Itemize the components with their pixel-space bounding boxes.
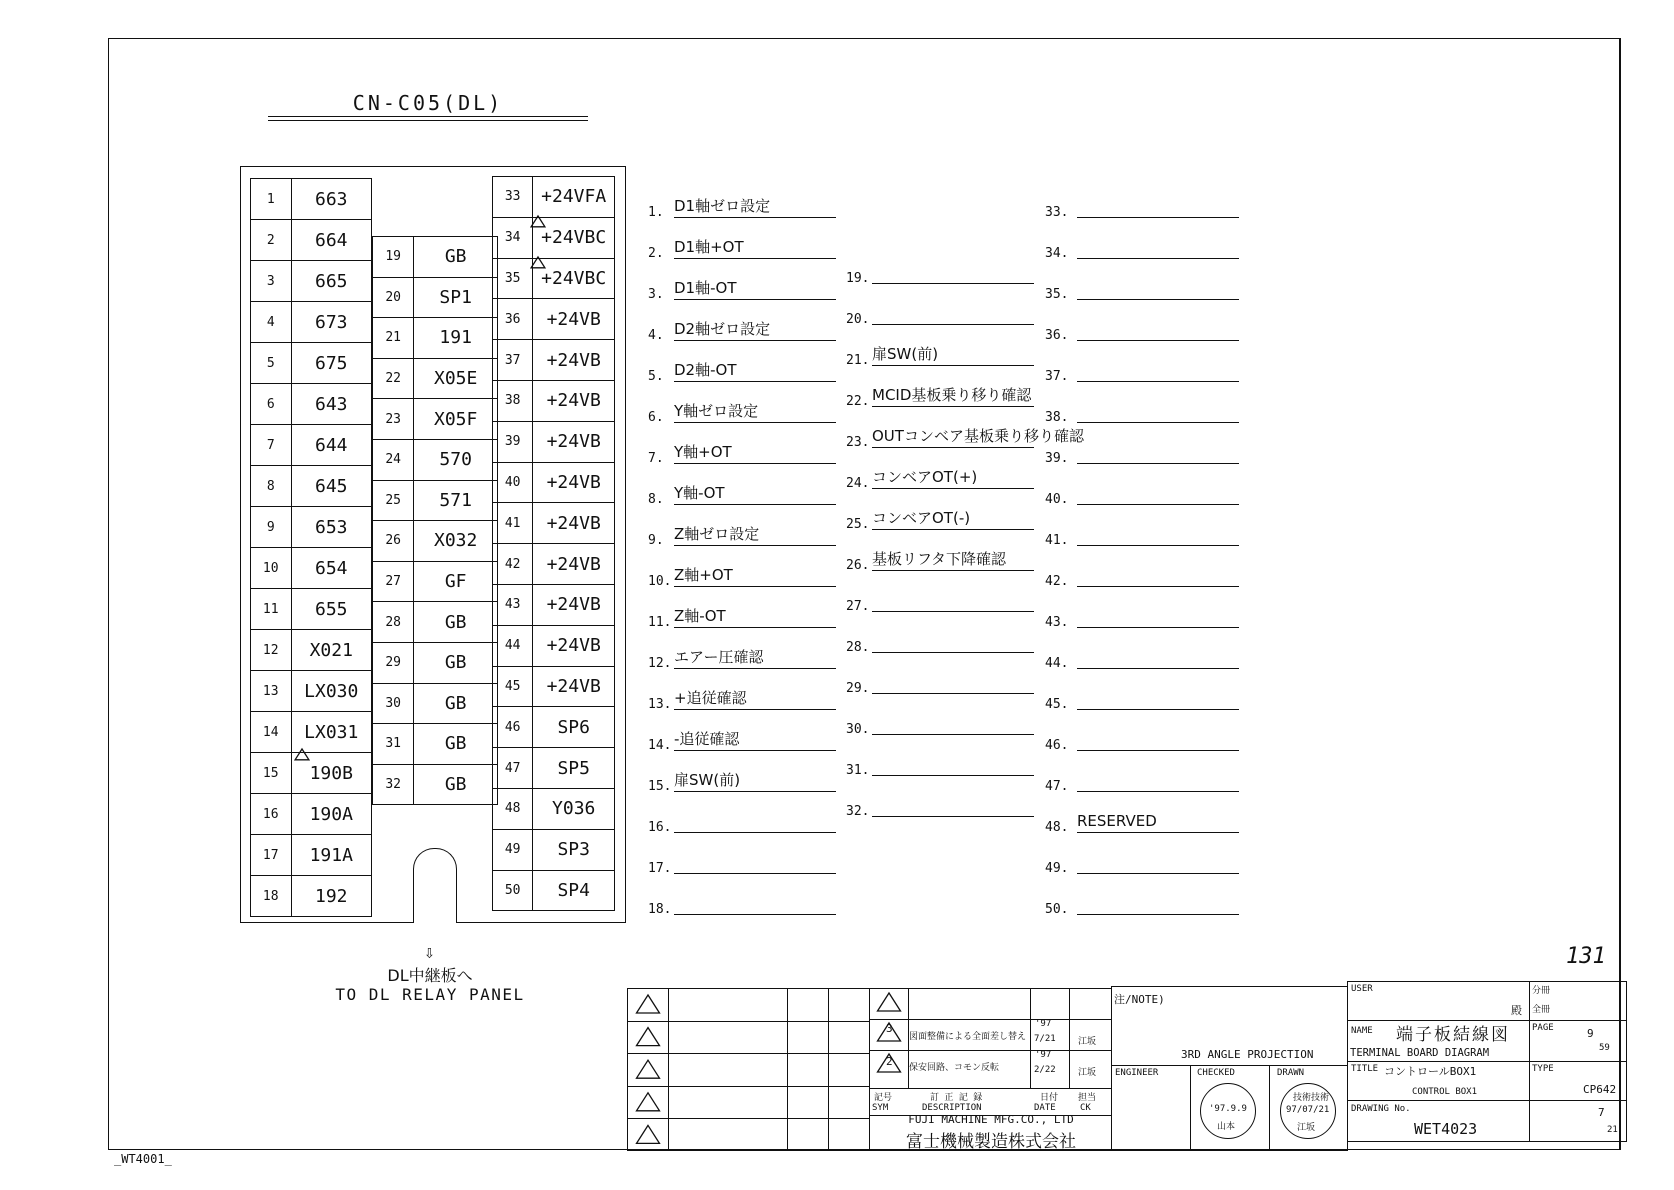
signal-number: 48. — [1045, 820, 1069, 835]
signal-label: エアー圧確認 — [674, 646, 836, 669]
pin-number: 7 — [251, 425, 292, 466]
hdr-date-jp: 日付 — [1040, 1093, 1059, 1103]
pin-number: 45 — [493, 666, 533, 707]
signal-number: 37. — [1045, 369, 1069, 384]
signal-label: Z軸ゼロ設定 — [674, 523, 836, 546]
sheet-den: 21 — [1607, 1125, 1618, 1135]
drawn-stamp-date: 97/07/21 — [1286, 1105, 1330, 1115]
pin-signal: 570 — [414, 439, 498, 480]
checked-label: CHECKED — [1197, 1068, 1235, 1078]
signal-number: 30. — [846, 722, 870, 737]
relay-label-en: TO DL RELAY PANEL — [335, 985, 525, 1004]
user-suffix: 殿 — [1511, 1004, 1522, 1017]
rev2-desc: 保安回路、コモン反転 — [909, 1063, 1000, 1073]
pin-number: 44 — [493, 625, 533, 666]
signal-number: 47. — [1045, 779, 1069, 794]
pin-signal: 655 — [291, 589, 372, 630]
signal-number: 22. — [846, 394, 870, 409]
rev3-date-md: 7/21 — [1034, 1034, 1056, 1044]
signal-number: 9. — [648, 533, 664, 548]
sheet-num: 7 — [1598, 1106, 1605, 1119]
rev2-sym: 2 — [886, 1055, 893, 1068]
pin-signal: 192 — [291, 876, 372, 917]
pin-number: 50 — [493, 870, 533, 911]
signal-number: 39. — [1045, 451, 1069, 466]
signal-number: 49. — [1045, 861, 1069, 876]
down-arrow-icon: ⇩ — [424, 942, 435, 963]
pin-signal: GB — [414, 683, 498, 724]
signal-label: コンベアOT(+) — [872, 466, 1034, 489]
pin-signal: 645 — [291, 466, 372, 507]
pin-signal: 644 — [291, 425, 372, 466]
signal-label: D2軸ゼロ設定 — [674, 318, 836, 341]
revision-triangle-icon — [878, 993, 901, 1011]
signal-number: 3. — [648, 287, 664, 302]
hdr-sym-en: SYM — [872, 1103, 889, 1113]
relay-label-jp: DL中継板へ — [387, 966, 473, 985]
pin-number: 24 — [373, 439, 414, 480]
signal-label: Z軸+OT — [674, 564, 836, 587]
pin-signal: 673 — [291, 302, 372, 343]
signal-number: 33. — [1045, 205, 1069, 220]
signal-number: 43. — [1045, 615, 1069, 630]
pin-signal: +24VBC — [533, 217, 615, 258]
pin-signal: Y036 — [533, 788, 615, 829]
type-label: TYPE — [1532, 1064, 1554, 1074]
rev3-desc: 図面整備による全面差し替え — [909, 1032, 1027, 1042]
pin-number: 35 — [493, 258, 533, 299]
signal-number: 50. — [1045, 902, 1069, 917]
engineer-label: ENGINEER — [1115, 1068, 1159, 1078]
pin-number: 10 — [251, 548, 292, 589]
connector-title: CN-C05(DL) — [352, 91, 504, 115]
name-jp: 端子板結線図 — [1396, 1025, 1510, 1045]
signal-number: 11. — [648, 615, 672, 630]
pin-number: 39 — [493, 421, 533, 462]
revision-triangle-icon — [637, 1125, 660, 1143]
pin-signal: GB — [414, 237, 498, 278]
pin-signal: X032 — [414, 521, 498, 562]
signal-number: 15. — [648, 779, 672, 794]
pin-signal: +24VB — [533, 340, 615, 381]
pin-number: 14 — [251, 712, 292, 753]
pin-number: 42 — [493, 544, 533, 585]
signal-number: 21. — [846, 353, 870, 368]
company-jp: 富士機械製造株式会社 — [906, 1132, 1076, 1152]
pin-number: 8 — [251, 466, 292, 507]
signal-number: 38. — [1045, 410, 1069, 425]
pin-signal: +24VB — [533, 625, 615, 666]
pin-number: 34 — [493, 217, 533, 258]
signal-number: 17. — [648, 861, 672, 876]
type-value: CP642 — [1583, 1083, 1617, 1096]
pin-number: 38 — [493, 380, 533, 421]
pin-signal: LX030 — [291, 671, 372, 712]
pin-signal: +24VFA — [533, 177, 615, 218]
pin-number: 32 — [373, 764, 414, 805]
user-label: USER — [1351, 984, 1373, 994]
sheet-jp2: 全冊 — [1532, 1005, 1551, 1015]
pin-number: 30 — [373, 683, 414, 724]
signal-label: 扉SW(前) — [674, 769, 836, 792]
pin-signal: GB — [414, 724, 498, 765]
pin-number: 43 — [493, 584, 533, 625]
pin-number: 25 — [373, 480, 414, 521]
pin-signal: +24VB — [533, 299, 615, 340]
pin-number: 27 — [373, 561, 414, 602]
pin-signal: +24VB — [533, 421, 615, 462]
pin-signal: +24VB — [533, 462, 615, 503]
signal-number: 23. — [846, 435, 870, 450]
page-den: 59 — [1599, 1043, 1610, 1053]
pin-signal: 643 — [291, 384, 372, 425]
title-en: CONTROL BOX1 — [1412, 1087, 1478, 1097]
pin-number: 49 — [493, 829, 533, 870]
signal-number: 40. — [1045, 492, 1069, 507]
pin-number: 12 — [251, 630, 292, 671]
pin-signal: SP1 — [414, 277, 498, 318]
pin-number: 18 — [251, 876, 292, 917]
drawn-stamp-name: 江坂 — [1297, 1123, 1316, 1133]
rev2-date-md: 2/22 — [1034, 1065, 1056, 1075]
pin-number: 21 — [373, 318, 414, 359]
pin-signal: +24VB — [533, 544, 615, 585]
pin-number: 9 — [251, 507, 292, 548]
signal-number: 45. — [1045, 697, 1069, 712]
pin-signal: SP4 — [533, 870, 615, 911]
signal-number: 25. — [846, 517, 870, 532]
signal-label: Y軸-OT — [674, 482, 836, 505]
pin-signal: X021 — [291, 630, 372, 671]
revision-triangle-icon — [637, 1060, 660, 1078]
drawn-label: DRAWN — [1277, 1068, 1305, 1078]
drawing-no-value: WET4023 — [1414, 1120, 1478, 1138]
signal-label: D1軸+OT — [674, 236, 836, 259]
signal-number: 20. — [846, 312, 870, 327]
signal-number: 46. — [1045, 738, 1069, 753]
pin-number: 17 — [251, 835, 292, 876]
hdr-desc-en: DESCRIPTION — [922, 1103, 982, 1113]
pin-number: 15 — [251, 753, 292, 794]
name-en: TERMINAL BOARD DIAGRAM — [1350, 1047, 1490, 1059]
signal-number: 18. — [648, 902, 672, 917]
signal-label: 基板リフタ下降確認 — [872, 548, 1034, 571]
pin-number: 3 — [251, 261, 292, 302]
pin-number: 22 — [373, 358, 414, 399]
revision-triangle-icon — [637, 995, 660, 1013]
pin-signal: +24VBC — [533, 258, 615, 299]
signal-number: 2. — [648, 246, 664, 261]
pin-signal: 665 — [291, 261, 372, 302]
signal-number: 44. — [1045, 656, 1069, 671]
page-num: 9 — [1587, 1027, 1594, 1040]
checked-stamp-name: 山本 — [1217, 1122, 1236, 1132]
pin-signal: GB — [414, 642, 498, 683]
revision-triangle-icon — [637, 1028, 660, 1046]
rev2-by: 江坂 — [1078, 1068, 1097, 1078]
title-label: TITLE — [1351, 1064, 1379, 1074]
pin-number: 6 — [251, 384, 292, 425]
pin-signal: SP5 — [533, 748, 615, 789]
signal-label: D2軸-OT — [674, 359, 836, 382]
sheet-jp1: 分冊 — [1532, 986, 1551, 996]
pin-signal: +24VB — [533, 666, 615, 707]
signal-number: 16. — [648, 820, 672, 835]
signal-number: 29. — [846, 681, 870, 696]
pin-number: 23 — [373, 399, 414, 440]
footer-code: _WT4001_ — [114, 1152, 172, 1166]
pin-signal: 664 — [291, 220, 372, 261]
pin-signal: 191A — [291, 835, 372, 876]
name-label: NAME — [1351, 1026, 1373, 1036]
signal-number: 36. — [1045, 328, 1069, 343]
signal-label: Y軸ゼロ設定 — [674, 400, 836, 423]
signal-label: Z軸-OT — [674, 605, 836, 628]
checked-stamp-date: '97.9.9 — [1209, 1104, 1247, 1114]
note-label: 注/NOTE) — [1114, 993, 1165, 1006]
pin-number: 26 — [373, 521, 414, 562]
signal-number: 32. — [846, 804, 870, 819]
signal-number: 7. — [648, 451, 664, 466]
revision-triangle-icon — [531, 216, 545, 227]
signal-label: -追従確認 — [674, 728, 836, 751]
pin-signal: GF — [414, 561, 498, 602]
signal-number: 26. — [846, 558, 870, 573]
signal-label: Y軸+OT — [674, 441, 836, 464]
pin-signal: +24VB — [533, 380, 615, 421]
signal-number: 42. — [1045, 574, 1069, 589]
rev2-date-y: '97 — [1035, 1050, 1052, 1060]
pin-signal: X05E — [414, 358, 498, 399]
rev3-sym: 3 — [886, 1022, 893, 1035]
pin-signal: LX031 — [291, 712, 372, 753]
signal-number: 12. — [648, 656, 672, 671]
signal-label: 扉SW(前) — [872, 343, 1034, 366]
pin-signal: 190A — [291, 794, 372, 835]
pin-number: 1 — [251, 179, 292, 220]
pin-signal: 191 — [414, 318, 498, 359]
pin-signal: +24VB — [533, 503, 615, 544]
pin-number: 47 — [493, 748, 533, 789]
pin-number: 46 — [493, 707, 533, 748]
pin-signal: 654 — [291, 548, 372, 589]
pin-signal: 190B — [291, 753, 372, 794]
revision-triangle-icon — [637, 1093, 660, 1111]
signal-label: OUTコンベア基板乗り移り確認 — [872, 425, 1034, 448]
signal-number: 14. — [648, 738, 672, 753]
hdr-desc-jp: 訂 正 記 録 — [930, 1093, 983, 1103]
pin-number: 28 — [373, 602, 414, 643]
pin-number: 41 — [493, 503, 533, 544]
drawn-stamp-dept: 技術技術 — [1293, 1093, 1330, 1103]
signal-number: 24. — [846, 476, 870, 491]
pin-signal: 653 — [291, 507, 372, 548]
pin-signal: GB — [414, 764, 498, 805]
pin-signal: GB — [414, 602, 498, 643]
signal-number: 5. — [648, 369, 664, 384]
pin-number: 48 — [493, 788, 533, 829]
pin-number: 20 — [373, 277, 414, 318]
pin-signal: +24VB — [533, 584, 615, 625]
hdr-ck-en: CK — [1080, 1103, 1091, 1113]
pin-number: 19 — [373, 237, 414, 278]
signal-number: 27. — [846, 599, 870, 614]
signal-label: +追従確認 — [674, 687, 836, 710]
hdr-ck-jp: 担当 — [1078, 1093, 1097, 1103]
pin-signal: 571 — [414, 480, 498, 521]
signal-number: 1. — [648, 205, 664, 220]
pin-number: 5 — [251, 343, 292, 384]
signal-number: 10. — [648, 574, 672, 589]
signal-label: D1軸-OT — [674, 277, 836, 300]
pin-signal: 663 — [291, 179, 372, 220]
signal-number: 35. — [1045, 287, 1069, 302]
pin-number: 36 — [493, 299, 533, 340]
hdr-sym-jp: 記号 — [874, 1093, 893, 1103]
pin-number: 31 — [373, 724, 414, 765]
title-jp: コントロールBOX1 — [1384, 1065, 1477, 1078]
signal-label: RESERVED — [1077, 810, 1239, 833]
signal-number: 13. — [648, 697, 672, 712]
projection-label: 3RD ANGLE PROJECTION — [1181, 1048, 1314, 1061]
pin-number: 40 — [493, 462, 533, 503]
pin-number: 13 — [251, 671, 292, 712]
page-label: PAGE — [1532, 1023, 1554, 1033]
signal-number: 6. — [648, 410, 664, 425]
pin-signal: SP3 — [533, 829, 615, 870]
pin-number: 4 — [251, 302, 292, 343]
pin-number: 37 — [493, 340, 533, 381]
pin-number: 33 — [493, 177, 533, 218]
drawing-no-label: DRAWING No. — [1351, 1104, 1411, 1114]
revision-triangle-icon — [295, 749, 309, 760]
signal-label: D1軸ゼロ設定 — [674, 195, 836, 218]
pin-signal: X05F — [414, 399, 498, 440]
rev3-by: 江坂 — [1078, 1037, 1097, 1047]
signal-number: 19. — [846, 271, 870, 286]
pin-number: 2 — [251, 220, 292, 261]
pin-signal: 675 — [291, 343, 372, 384]
signal-number: 34. — [1045, 246, 1069, 261]
pin-number: 29 — [373, 642, 414, 683]
page-mark: 131 — [1566, 944, 1606, 969]
signal-number: 8. — [648, 492, 664, 507]
revision-triangle-icon — [531, 257, 545, 268]
company-en: FUJI MACHINE MFG.CO., LTD — [908, 1113, 1074, 1126]
pin-signal: SP6 — [533, 707, 615, 748]
rev3-date-y: '97 — [1035, 1019, 1052, 1029]
signal-number: 28. — [846, 640, 870, 655]
hdr-date-en: DATE — [1034, 1103, 1056, 1113]
signal-number: 41. — [1045, 533, 1069, 548]
pin-number: 16 — [251, 794, 292, 835]
signal-label: MCID基板乗り移り確認 — [872, 384, 1034, 407]
pin-number: 11 — [251, 589, 292, 630]
signal-label: コンベアOT(-) — [872, 507, 1034, 530]
signal-number: 4. — [648, 328, 664, 343]
signal-number: 31. — [846, 763, 870, 778]
